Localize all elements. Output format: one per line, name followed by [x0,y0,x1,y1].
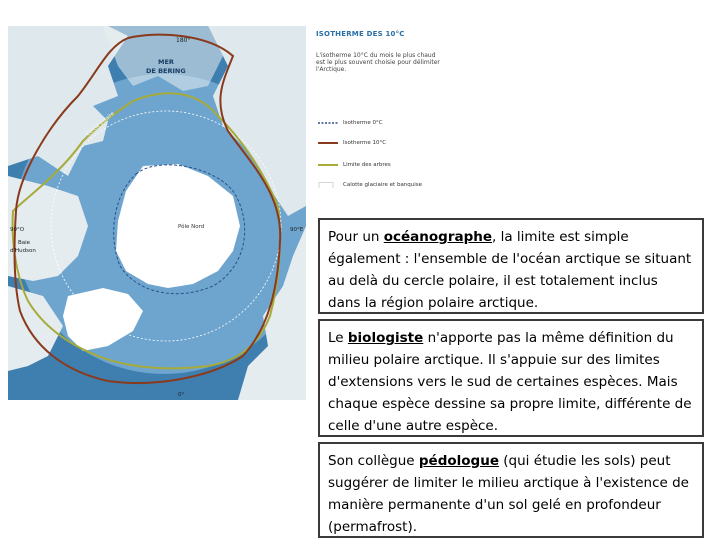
label-sea-line2: DE BERING [146,67,186,75]
label-bay-line1: Baie [18,240,31,246]
keyword-pedologist: pédologue [418,453,499,469]
legend-description: L'isotherme 10°C du mois le plus chaud est le plus souvent choisie pour délimiter l'Arctique. [316,52,440,73]
label-north: 180° [176,37,191,44]
label-bay-line2: d'Hudson [10,248,36,254]
white-box-icon [318,182,338,188]
text-before: Pour un [328,229,384,245]
green-line-icon [318,162,338,168]
text-after: (qui étudie les sols) peut suggérer de limiter le milieu arctique à l'existence de manière permanente d'un sol gelé en profondeur (permafrost). [328,453,689,535]
map-legend [316,30,456,73]
brown-line-icon [318,140,338,146]
text-box-biologist [318,319,704,437]
text-box-oceanographer [318,218,704,314]
arctic-map [8,26,306,400]
keyword-oceanographer: océanographe [383,229,493,245]
legend-item-isotherm-0 [318,120,383,126]
legend-label: Isotherme 0°C [343,120,383,126]
text-before: Son collègue [328,453,419,469]
legend-label: Limite des arbres [343,162,391,168]
label-sea-line1: MER [158,58,174,66]
label-east: 90°E [290,227,304,233]
legend-item-tree-line [318,162,391,168]
text-after: , la limite est simple également : l'ensemble de l'océan arctique se situant au delà du cercle polaire, il est totalement inclus dans la région polaire arctique. [328,229,692,311]
text-after: n'apporte pas la même définition du milieu polaire arctique. Il s'appuie sur des limites d'extensions vers le sud de certaines espèces. Mais chaque espèce dessine sa propre limite, différente de celle d'une autre espèce. [328,330,692,434]
label-south: 0° [178,392,185,398]
keyword-biologist: biologiste [347,330,424,346]
text-before: Le [328,330,348,346]
legend-title: ISOTHERME DES 10°C [316,30,405,38]
label-polar-circle: Cercle polaire [85,110,116,138]
legend-label: Isotherme 10°C [343,140,387,146]
dashed-line-icon [318,120,338,126]
legend-item-isotherm-10 [318,140,386,146]
text-box-pedologist [318,442,704,538]
legend-item-ice [318,182,422,188]
label-pole: Pôle Nord [178,224,205,230]
legend-label: Calotte glaciaire et banquise [343,182,423,188]
label-west: 90°O [10,227,25,233]
legend-items [318,118,468,198]
